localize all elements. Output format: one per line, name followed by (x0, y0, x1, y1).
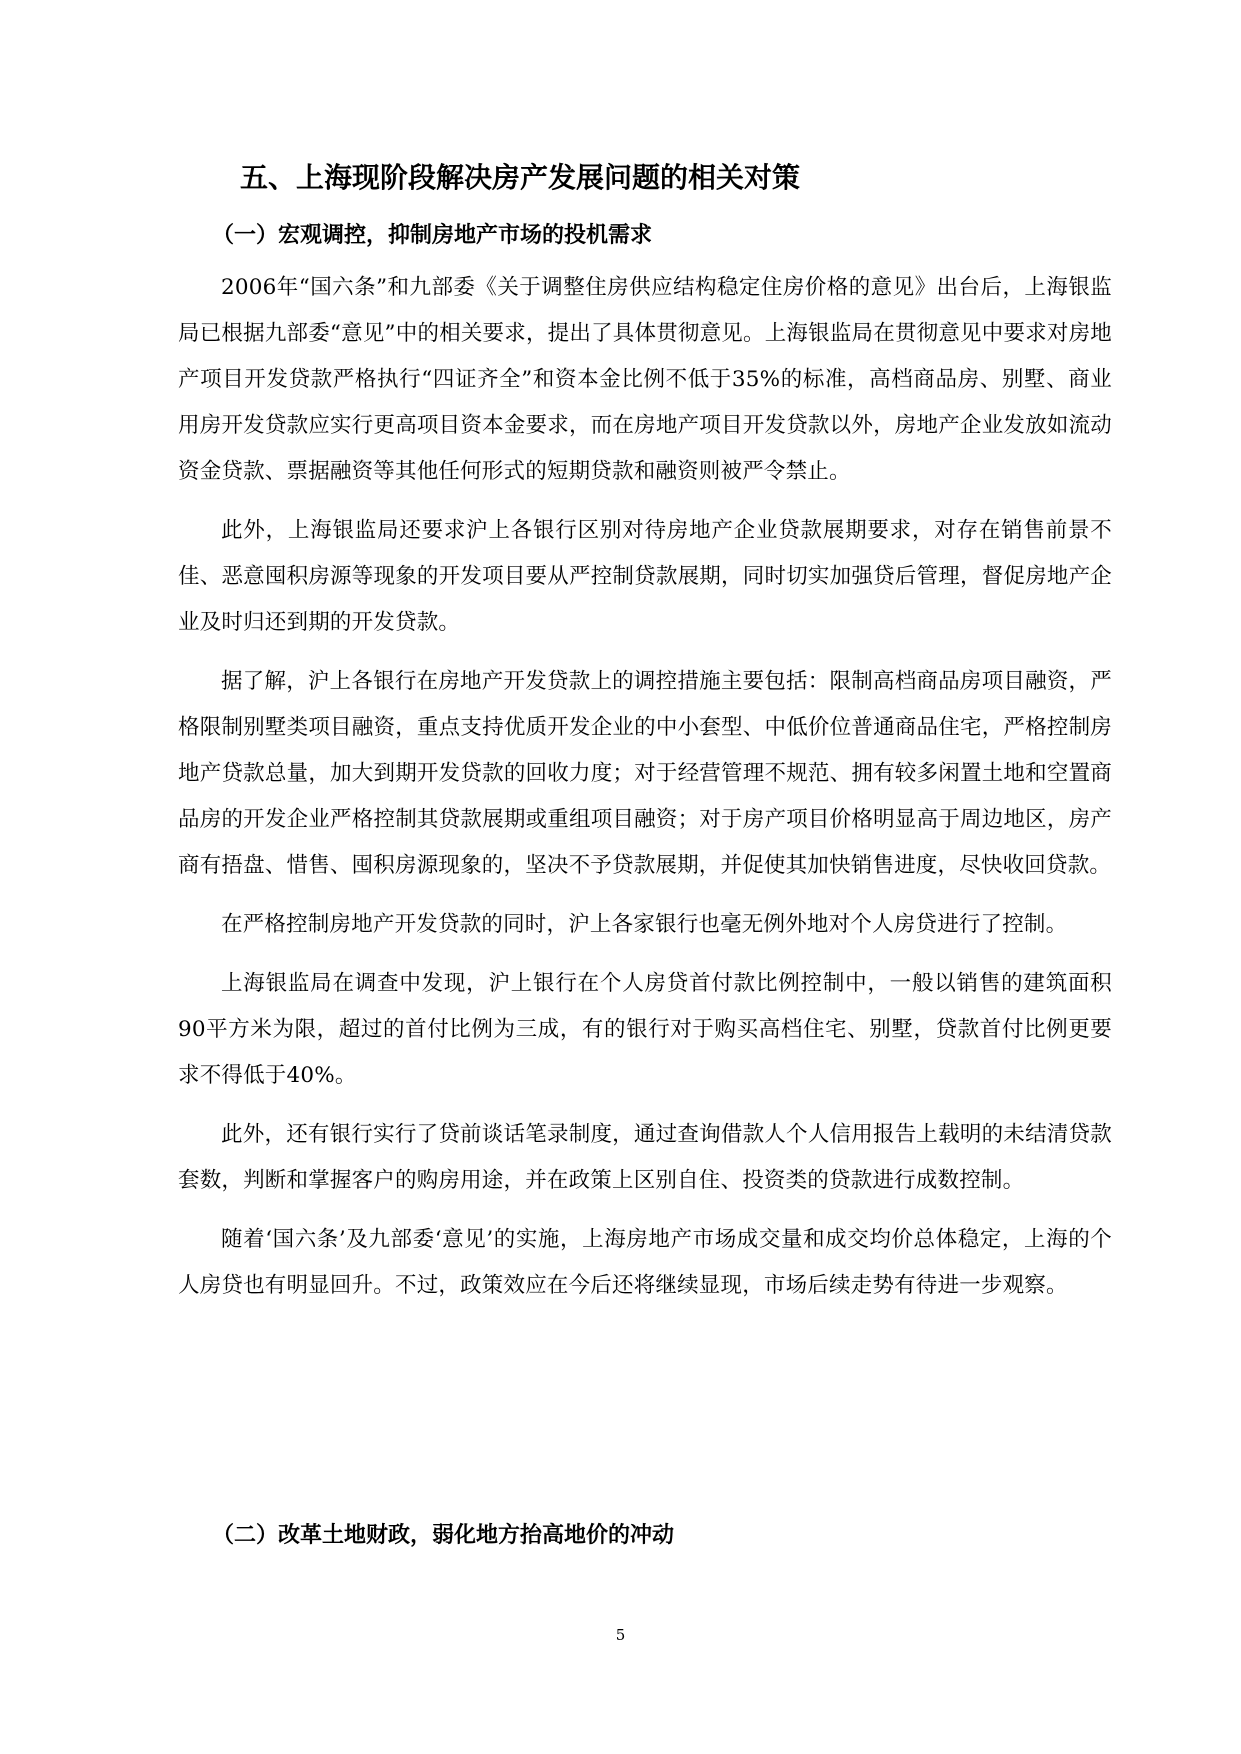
paragraph: 此外，还有银行实行了贷前谈话笔录制度，通过查询借款人个人信用报告上载明的未结清贷款套数，判断和掌握客户的购房用途，并在政策上区别自住、投资类的贷款进行成数控制。 (178, 1122, 1112, 1193)
page-number: 5 (615, 1626, 626, 1644)
paragraph: 2006年“国六条”和九部委《关于调整住房供应结构稳定住房价格的意见》出台后，上海银监局已根据九部委“意见”中的相关要求，提出了具体贯彻意见。上海银监局在贯彻意见中要求对房地产项目开发贷款严格执行“四证齐全”和资本金比例不低于35%的标准，高档商品房、别墅、商业用房开发贷款应实行更高项目资本金要求，而在房地产项目开发贷款以外，房地产企业发放如流动资金贷款、票据融资等其他任何形式的短期贷款和融资则被严令禁止。 (178, 275, 1112, 484)
page-title: 五、上海现阶段解决房产发展问题的相关对策 (240, 161, 801, 194)
paragraph: 此外，上海银监局还要求沪上各银行区别对待房地产企业贷款展期要求，对存在销售前景不佳、恶意囤积房源等现象的开发项目要从严控制贷款展期，同时切实加强贷后管理，督促房地产企业及时归还到期的开发贷款。 (178, 518, 1112, 635)
section-heading-1: （一）宏观调控，抑制房地产市场的投机需求 (212, 223, 653, 248)
paragraph: 据了解，沪上各银行在房地产开发贷款上的调控措施主要包括：限制高档商品房项目融资，严格限制别墅类项目融资，重点支持优质开发企业的中小套型、中低价位普通商品住宅，严格控制房地产贷款总量，加大到期开发贷款的回收力度；对于经营管理不规范、拥有较多闲置土地和空置商品房的开发企业严格控制其贷款展期或重组项目融资；对于房产项目价格明显高于周边地区，房产商有捂盘、惜售、囤积房源现象的，坚决不予贷款展期，并促使其加快销售进度，尽快收回贷款。 (178, 669, 1112, 878)
paragraph: 在严格控制房地产开发贷款的同时，沪上各家银行也毫无例外地对个人房贷进行了控制。 (221, 912, 1068, 937)
body-text (178, 265, 1112, 1322)
section-heading-2: （二）改革土地财政，弱化地方抬高地价的冲动 (212, 1523, 675, 1548)
paragraph: 随着‘国六条’及九部委‘意见’的实施，上海房地产市场成交量和成交均价总体稳定，上海的个人房贷也有明显回升。不过，政策效应在今后还将继续显现，市场后续走势有待进一步观察。 (178, 1227, 1112, 1298)
paragraph: 上海银监局在调查中发现，沪上银行在个人房贷首付款比例控制中，一般以销售的建筑面积90平方米为限，超过的首付比例为三成，有的银行对于购买高档住宅、别墅，贷款首付比例更要求不得低于40%。 (178, 971, 1112, 1088)
